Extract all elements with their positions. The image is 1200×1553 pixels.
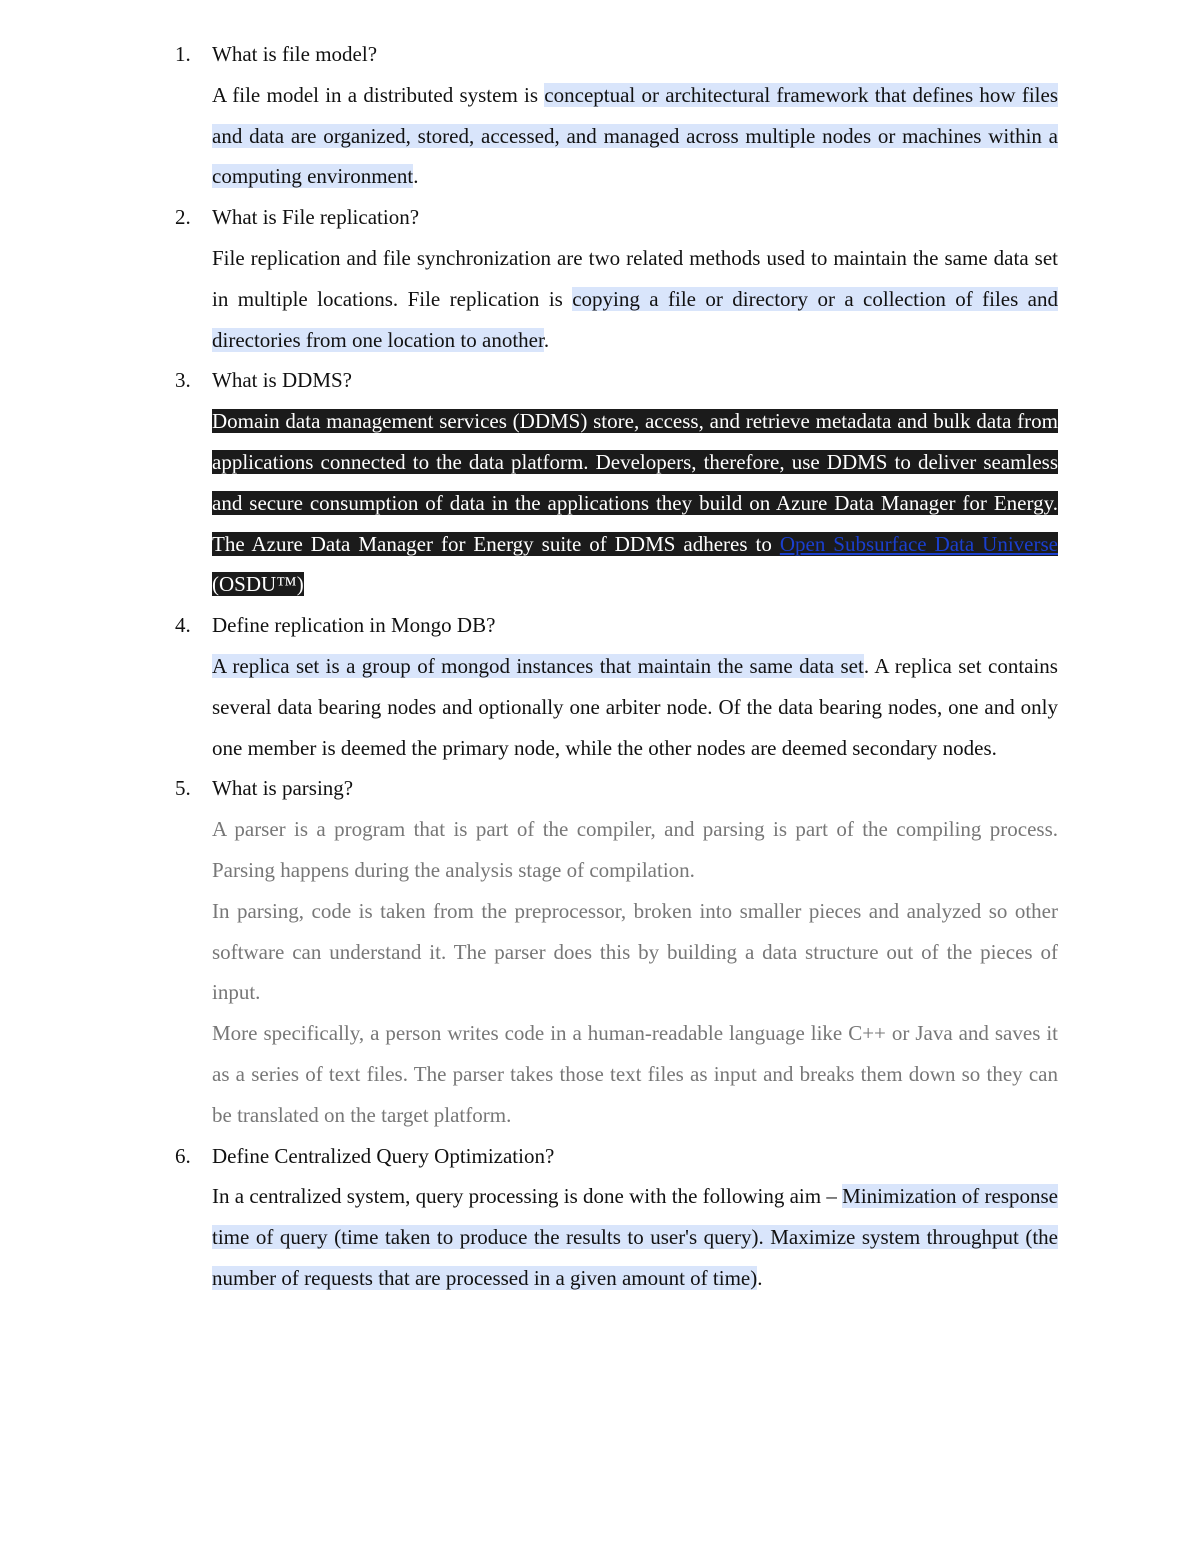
question-item-4 [175,605,1058,768]
highlighted-text: A replica set is a group of mongod instances that maintain the same data set [212,653,864,678]
question-heading [175,1136,1058,1177]
question-number: 3. [175,368,191,393]
question-title: What is parsing? [212,776,354,801]
answer-paragraph [212,1176,1058,1298]
answer-text: . [413,164,419,189]
answer-paragraph [212,401,1058,605]
answer-paragraph [212,646,1058,768]
question-heading [175,768,1058,809]
highlighted-text: Maximize system throughput (the number of requests that are processed in a given amount of time) [212,1225,1058,1290]
question-heading [175,605,1058,646]
highlighted-text: conceptual or architectural framework that defines how files and data are organized, stored, accessed, and managed across multiple nodes or machines within a computing environment [212,82,1058,189]
question-heading [175,34,1058,75]
highlighted-text: . [758,1225,771,1250]
highlighted-text: copying a file or directory or a collection of files and directories from one location to another [212,286,1058,352]
answer-text: In a centralized system, query processing is done with the following aim – [212,1184,843,1209]
question-number: 1. [175,42,191,66]
answer-text: . [543,327,550,352]
question-title: What is file model? [212,42,378,66]
question-number: 5. [175,776,191,801]
answer-paragraph [212,75,1058,197]
answer-paragraph: More specifically, a person writes code in a human-readable language like C++ or Java and saves it as a series of text files. The parser takes those text files as input and breaks them down so they can be translated on the target platform. [212,1021,1058,1127]
answer-text: . A replica set contains several data bearing nodes and optionally one arbiter node. Of the data bearing nodes, one and only one member is deemed the primary node, while the other nodes are deemed secondary nodes. [212,653,1058,760]
question-number: 4. [175,613,191,638]
answer-text: (OSDU™) [212,572,304,597]
answer-paragraph [212,238,1058,360]
answer-paragraph: A parser is a program that is part of the compiler, and parsing is part of the compiling process. Parsing happens during the analysis stage of compilation. [212,817,1058,882]
question-heading [175,197,1058,238]
question-heading [175,360,1058,401]
question-item-2 [175,197,1058,360]
answer-text: A file model in a distributed system is [212,82,545,107]
highlighted-text: Minimization of response time of query (time taken to produce the results to user's query) [212,1184,1058,1250]
answer-text: Domain data management services (DDMS) store, access, and retrieve metadata and bulk data from applications connected to the data platform. Developers, therefore, use DDMS to deliver seamless and secure consumption of data in the applications they build on Azure Data Manager for Energy. The Azure Data Manager for Energy suite of DDMS adheres to [212,409,1058,556]
selected-text [212,409,1058,596]
question-title: Define replication in Mongo DB? [212,613,496,638]
question-item-1 [175,34,1058,197]
question-number: 6. [175,1143,191,1168]
osdu-link[interactable]: Open Subsurface Data Universe [779,531,1058,556]
question-item-6 [175,1136,1058,1299]
question-number: 2. [175,205,191,230]
answer-paragraph: In parsing, code is taken from the preprocessor, broken into smaller pieces and analyzed so other software can understand it. The parser does this by building a data structure out of the pieces of input. [212,898,1058,1005]
question-title: Define Centralized Query Optimization? [212,1143,555,1168]
answer-text: . [757,1265,763,1290]
question-item-3 [175,360,1058,605]
question-title: What is File replication? [212,205,420,230]
question-item-5 [175,768,1058,1135]
question-title: What is DDMS? [212,368,352,393]
answer-text: File replication and file synchronization are two related methods used to maintain the same data set in multiple locations. File replication is [212,245,1058,311]
